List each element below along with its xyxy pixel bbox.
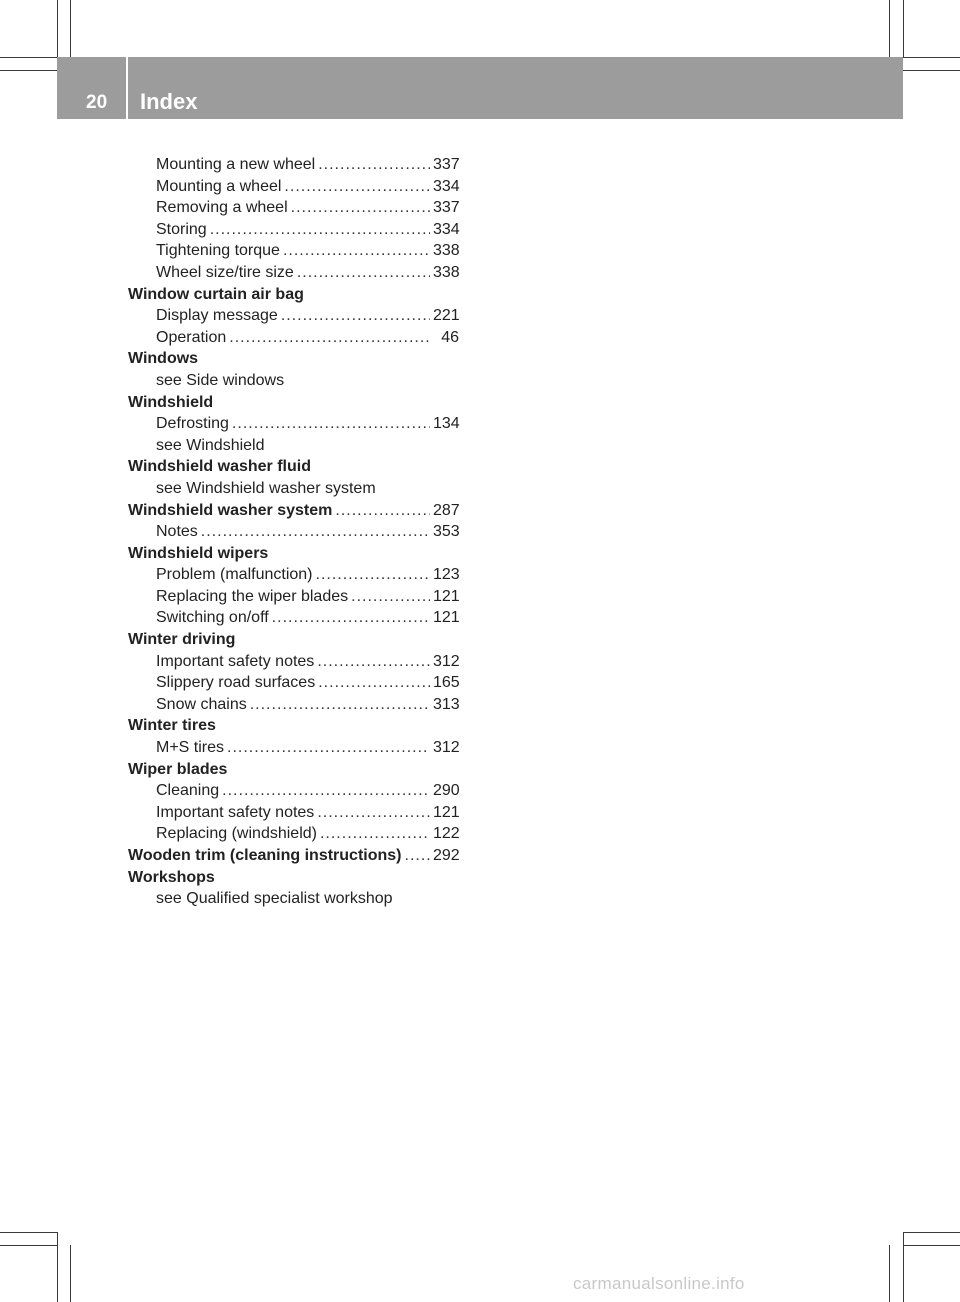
crop-mark <box>903 57 960 58</box>
watermark-text: carmanualsonline.info <box>573 1274 745 1293</box>
index-main-entry <box>128 456 459 478</box>
index-sub-entry <box>128 240 459 262</box>
index-sub-entry <box>128 435 459 457</box>
index-sub-entry <box>128 888 459 910</box>
page-reference[interactable]: 353 <box>433 523 460 541</box>
dot-leader <box>316 564 431 586</box>
crop-mark <box>903 1232 904 1302</box>
index-term: Windshield washer system <box>128 501 333 519</box>
index-term: Windows <box>128 350 199 368</box>
page-reference[interactable]: 121 <box>433 587 460 605</box>
index-term: Slippery road surfaces <box>156 674 316 692</box>
index-term: Wiper blades <box>128 760 228 778</box>
index-term: Winter driving <box>128 631 236 649</box>
index-term: see Windshield washer system <box>156 479 376 497</box>
dot-leader <box>291 197 430 219</box>
index-sub-entry <box>128 176 459 198</box>
dot-leader <box>210 219 430 241</box>
crop-mark <box>57 0 58 57</box>
dot-leader <box>335 500 430 522</box>
index-list <box>128 154 459 910</box>
index-main-entry <box>128 500 459 522</box>
page-reference[interactable]: 312 <box>433 652 460 670</box>
index-term: M+S tires <box>156 739 225 757</box>
dot-leader <box>272 607 430 629</box>
page-reference[interactable]: 123 <box>433 566 460 584</box>
page-reference[interactable]: 338 <box>433 263 460 281</box>
index-term: see Windshield <box>156 436 265 454</box>
index-term: Winter tires <box>128 717 216 735</box>
dot-leader <box>297 262 430 284</box>
dot-leader <box>351 586 430 608</box>
index-sub-entry <box>128 478 459 500</box>
page-reference[interactable]: 121 <box>433 609 460 627</box>
index-term: Tightening torque <box>156 242 280 260</box>
dot-leader <box>281 305 430 327</box>
index-sub-entry <box>128 219 459 241</box>
index-sub-entry <box>128 607 459 629</box>
page-number: 20 <box>86 92 108 113</box>
page-reference[interactable]: 287 <box>433 501 460 519</box>
index-main-entry <box>128 845 459 867</box>
crop-mark <box>889 1245 890 1302</box>
index-sub-entry <box>128 694 459 716</box>
dot-leader <box>284 176 430 198</box>
index-term: see Qualified specialist workshop <box>156 890 393 908</box>
dot-leader <box>320 823 430 845</box>
page-reference[interactable]: 313 <box>433 695 460 713</box>
crop-mark <box>0 1245 57 1246</box>
page-reference[interactable]: 121 <box>433 803 460 821</box>
index-main-entry <box>128 759 459 781</box>
page-reference[interactable]: 312 <box>433 739 460 757</box>
index-sub-entry <box>128 327 459 349</box>
index-sub-entry <box>128 370 459 392</box>
dot-leader <box>317 651 430 673</box>
index-term: Workshops <box>128 868 215 886</box>
page-reference[interactable]: 292 <box>433 847 460 864</box>
index-sub-entry <box>128 823 459 845</box>
index-term: Removing a wheel <box>156 199 288 217</box>
index-sub-entry <box>128 586 459 608</box>
dot-leader <box>318 672 430 694</box>
index-sub-entry <box>128 737 459 759</box>
index-term: Defrosting <box>156 415 229 433</box>
index-term: Windshield wipers <box>128 544 269 562</box>
index-term: Display message <box>156 307 278 325</box>
index-sub-entry <box>128 262 459 284</box>
index-term: Window curtain air bag <box>128 285 304 303</box>
dot-leader <box>317 802 430 824</box>
crop-mark <box>0 70 57 71</box>
index-main-entry <box>128 629 459 651</box>
section-title: Index <box>140 89 198 114</box>
crop-mark <box>70 0 71 57</box>
index-term: Snow chains <box>156 695 247 713</box>
index-term: Important safety notes <box>156 652 315 670</box>
crop-mark <box>903 1245 960 1246</box>
index-term: Important safety notes <box>156 803 315 821</box>
index-term: Storing <box>156 220 207 238</box>
crop-mark <box>903 70 960 71</box>
header-divider <box>126 57 128 119</box>
crop-mark <box>889 0 890 57</box>
page-reference[interactable]: 290 <box>433 782 460 800</box>
crop-mark <box>70 1245 71 1302</box>
dot-leader <box>222 780 430 802</box>
dot-leader <box>250 694 430 716</box>
index-term: Windshield <box>128 393 214 411</box>
index-sub-entry <box>128 780 459 802</box>
index-term: Mounting a wheel <box>156 177 282 195</box>
index-main-entry <box>128 284 459 306</box>
index-sub-entry <box>128 413 459 435</box>
index-main-entry <box>128 715 459 737</box>
index-main-entry <box>128 867 459 889</box>
index-term: Notes <box>156 523 198 541</box>
dot-leader <box>227 737 430 759</box>
page-reference[interactable]: 221 <box>433 307 460 325</box>
dot-leader <box>232 413 430 435</box>
index-term: Cleaning <box>156 782 220 800</box>
index-term: Switching on/off <box>156 609 269 627</box>
crop-mark <box>0 57 57 58</box>
index-term: Operation <box>156 328 227 346</box>
index-sub-entry <box>128 651 459 673</box>
dot-leader <box>318 154 430 176</box>
index-term: Windshield washer fluid <box>128 458 311 476</box>
index-sub-entry <box>128 305 459 327</box>
page-reference[interactable]: 134 <box>433 415 460 433</box>
index-sub-entry <box>128 802 459 824</box>
page-reference[interactable]: 337 <box>433 156 460 173</box>
index-term: see Side windows <box>156 371 285 389</box>
page-reference[interactable]: 338 <box>433 242 460 260</box>
page-reference[interactable]: 165 <box>433 674 460 692</box>
index-term: Replacing the wiper blades <box>156 587 349 605</box>
index-term: Mounting a new wheel <box>156 156 316 173</box>
index-term: Wooden trim (cleaning instructions) <box>128 847 402 864</box>
page-reference[interactable]: 334 <box>433 177 460 195</box>
index-sub-entry <box>128 564 459 586</box>
index-main-entry <box>128 543 459 565</box>
index-main-entry <box>128 392 459 414</box>
index-main-entry <box>128 348 459 370</box>
dot-leader <box>405 845 431 867</box>
page-reference[interactable]: 46 <box>441 328 459 346</box>
crop-mark <box>0 1232 57 1233</box>
crop-mark <box>57 1232 58 1302</box>
index-term: Replacing (windshield) <box>156 825 317 843</box>
crop-mark <box>903 0 904 57</box>
index-sub-entry <box>128 672 459 694</box>
dot-leader <box>229 327 430 349</box>
page-reference[interactable]: 122 <box>433 825 460 843</box>
index-sub-entry <box>128 521 459 543</box>
index-sub-entry <box>128 197 459 219</box>
index-term: Problem (malfunction) <box>156 566 313 584</box>
index-sub-entry <box>128 154 459 176</box>
index-term: Wheel size/tire size <box>156 263 294 281</box>
page-reference[interactable]: 337 <box>433 199 460 217</box>
page-reference[interactable]: 334 <box>433 220 460 238</box>
dot-leader <box>283 240 430 262</box>
crop-mark <box>903 1232 960 1233</box>
dot-leader <box>201 521 430 543</box>
